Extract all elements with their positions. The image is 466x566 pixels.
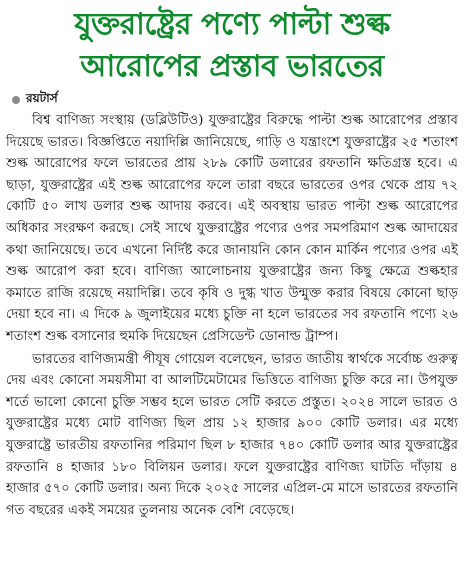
- headline: [6, 4, 458, 88]
- article-body: [6, 110, 458, 521]
- headline-line-1: যুক্তরাষ্ট্রের পণ্যে পাল্টা শুল্ক: [74, 7, 390, 42]
- source-label: রয়টার্স: [26, 91, 58, 105]
- bullet-icon: [12, 96, 20, 104]
- headline-line-2: আরোপের প্রস্তাব ভারতের: [80, 49, 384, 84]
- paragraph-1: বিশ্ব বাণিজ্য সংস্থায় (ডব্লিউটিও) যুক্তরাষ্ট্রের বিরুদ্ধে পাল্টা শুল্ক আরোপের প্রস্তাব দিয়েছে ভারত। বিজ্ঞপ্তিতে নয়াদিল্লি জানিয়েছে, গাড়ি ও যন্ত্রাংশে যুক্তরাষ্ট্রের ২৫ শতাংশ শুল্ক আরোপের ফলে ভারতের প্রায় ২৮৯ কোটি ডলারের রফতানি ক্ষতিগ্রস্ত হবে। এ ছাড়া, যুক্তরাষ্ট্রের এই শুল্ক আরোপের ফলে তারা বছরে ভারতের ওপর থেকে প্রায় ৭২ কোটি ৫০ লাখ ডলার শুল্ক আদায় করবে। এই অবস্থায় ভারত পাল্টা শুল্ক আরোপের অধিকার সংরক্ষণ করছে। সেই সাথে যুক্তরাষ্ট্রের পণ্যের ওপর সমপরিমাণ শুল্ক আদায়ের কথা জানিয়েছে। তবে এখনো নির্দিষ্ট করে জানায়নি কোন কোন মার্কিন পণ্যের ওপর এই শুল্ক আরোপ করা হবে। বাণিজ্য আলোচনায় যুক্তরাষ্ট্রের জন্য কিছু ক্ষেত্রে শুল্কহার কমাতে রাজি রয়েছে নয়াদিল্লি। তবে কৃষি ও দুগ্ধ খাত উন্মুক্ত করার বিষয়ে কোনো ছাড় দেয়া হবে না। এ দিকে ৯ জুলাইয়ের মধ্যে চুক্তি না হলে ভারতের সব রফতানি পণ্যে ২৬ শতাংশ শুল্ক বসানোর হুমকি দিয়েছেন প্রেসিডেন্ট ডোনাল্ড ট্রাম্প।: [6, 113, 458, 344]
- paragraph-2: ভারতের বাণিজ্যমন্ত্রী পীযূষ গোয়েল বলেছেন, ভারত জাতীয় স্বার্থকে সর্বোচ্চ গুরুত্ব দেয় এবং কোনো সময়সীমা বা আলটিমেটামের ভিত্তিতে বাণিজ্য চুক্তি করে না। উপযুক্ত শর্তে ভালো কোনো চুক্তি সম্ভব হলে ভারত সেটি করতে প্রস্তুত। ২০২৪ সালে ভারত ও যুক্তরাষ্ট্রের মধ্যে মোট বাণিজ্য ছিল প্রায় ১২ হাজার ৯০০ কোটি ডলার। এর মধ্যে যুক্তরাষ্ট্রে ভারতীয় রফতানির পরিমাণ ছিল ৮ হাজার ৭৪০ কোটি ডলার আর যুক্তরাষ্ট্রের রফতানি ৪ হাজার ১৮০ বিলিয়ন ডলার। ফলে যুক্তরাষ্ট্রের বাণিজ্য ঘাটতি দাঁড়ায় ৪ হাজার ৫৭০ কোটি ডলার। অন্য দিকে ২০২৫ সালের এপ্রিল-মে মাসে ভারতের রফতানি গত বছরের একই সময়ের তুলনায় অনেক বেশি বেড়েছে।: [6, 351, 458, 518]
- byline: [6, 90, 458, 110]
